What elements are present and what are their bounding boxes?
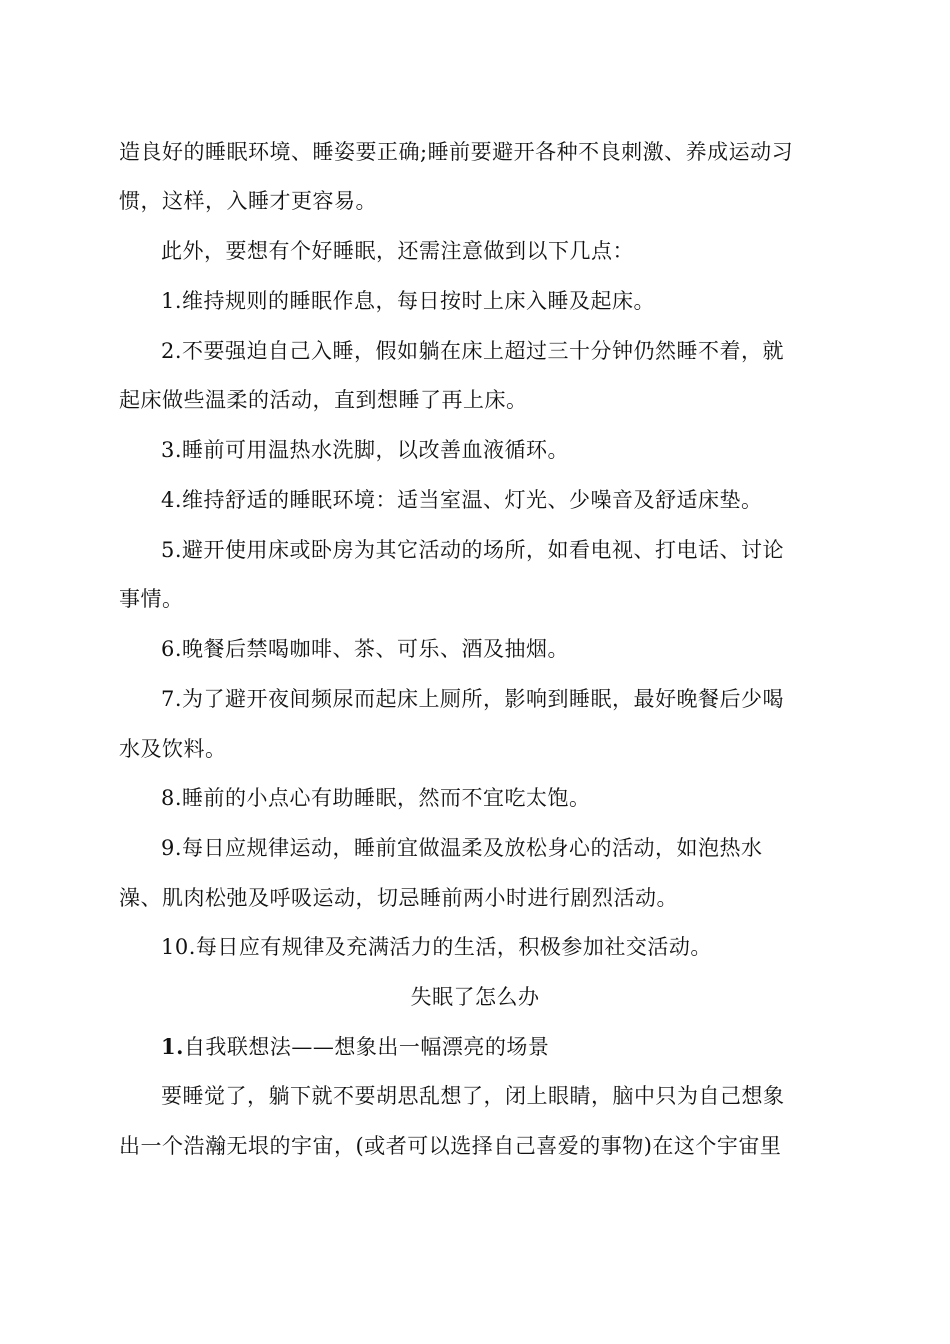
list-item: 10.每日应有规律及充满活力的生活，积极参加社交活动。 [161, 935, 712, 959]
text-line: 起床做些温柔的活动，直到想睡了再上床。 [119, 388, 528, 412]
list-item: 4.维持舒适的睡眠环境：适当室温、灯光、少噪音及舒适床垫。 [161, 488, 763, 512]
text-line: 事情。 [119, 587, 184, 611]
list-item: 1.维持规则的睡眠作息，每日按时上床入睡及起床。 [161, 289, 656, 313]
list-item: 7.为了避开夜间频尿而起床上厕所，影响到睡眠，最好晚餐后少喝 [161, 687, 785, 711]
list-item: 5.避开使用床或卧房为其它活动的场所，如看电视、打电话、讨论 [161, 538, 785, 562]
list-item: 6.晚餐后禁喝咖啡、茶、可乐、酒及抽烟。 [161, 637, 570, 661]
section-heading: 失眠了怎么办 [410, 985, 540, 1009]
list-item: 8.睡前的小点心有助睡眠，然而不宜吃太饱。 [161, 786, 591, 810]
text-line: 澡、肌肉松弛及呼吸运动，切忌睡前两小时进行剧烈活动。 [119, 886, 678, 910]
text-line: 此外，要想有个好睡眠，还需注意做到以下几点： [161, 239, 634, 263]
text-line: 造良好的睡眠环境、睡姿要正确;睡前要避开各种不良刺激、养成运动习 [119, 140, 794, 164]
list-item: 9.每日应规律运动，睡前宜做温柔及放松身心的活动，如泡热水 [161, 836, 763, 860]
text-line: 出一个浩瀚无垠的宇宙，(或者可以选择自己喜爱的事物)在这个宇宙里 [119, 1134, 782, 1158]
text-line: 水及饮料。 [119, 737, 227, 761]
list-item: 2.不要强迫自己入睡，假如躺在床上超过三十分钟仍然睡不着，就 [161, 339, 785, 363]
method-number: 1. [161, 1034, 184, 1059]
method-title: 自我联想法——想象出一幅漂亮的场景 [183, 1035, 550, 1059]
method-heading [0, 1032, 950, 1062]
list-item: 3.睡前可用温热水洗脚，以改善血液循环。 [161, 438, 570, 462]
text-line: 惯，这样，入睡才更容易。 [119, 189, 377, 213]
text-line: 要睡觉了，躺下就不要胡思乱想了，闭上眼睛，脑中只为自己想象 [161, 1084, 785, 1108]
